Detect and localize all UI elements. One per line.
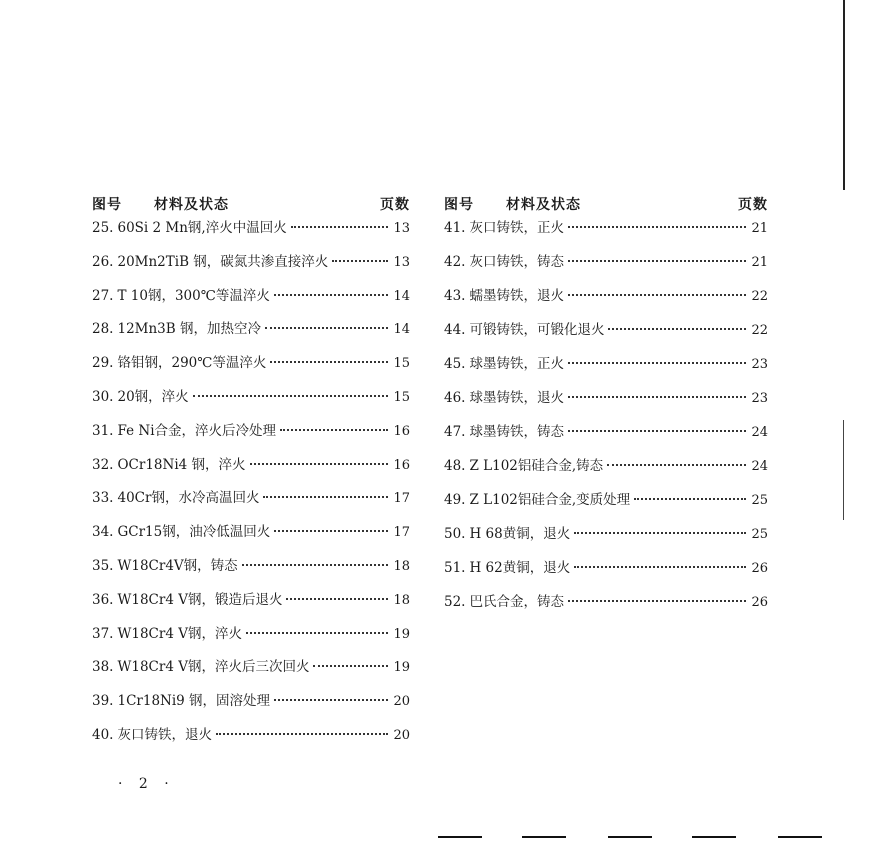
entry-page: 25 bbox=[751, 493, 768, 508]
entry-title: 20钢，淬火 bbox=[117, 388, 189, 405]
entry-title: W18Cr4V钢，铸态 bbox=[117, 557, 238, 574]
entry-number: 39. bbox=[92, 693, 114, 710]
entry-title: Fe Ni合金，淬火后冷处理 bbox=[117, 422, 277, 439]
entry-title: 1Cr18Ni9 钢，固溶处理 bbox=[117, 693, 271, 710]
leader-dots bbox=[291, 226, 388, 228]
toc-entry bbox=[92, 588, 410, 622]
entry-title: 巴氏合金，铸态 bbox=[469, 594, 564, 610]
toc-entry bbox=[444, 522, 768, 556]
entry-title: W18Cr4 V钢，锻造后退火 bbox=[117, 591, 283, 608]
toc-entry bbox=[92, 317, 410, 351]
entry-title: 60Si 2 Mn钢,淬火中温回火 bbox=[117, 220, 287, 236]
entry-page: 26 bbox=[751, 595, 768, 610]
toc-entry bbox=[92, 486, 410, 520]
footer-rule bbox=[778, 836, 822, 838]
entry-page: 21 bbox=[751, 221, 768, 236]
entry-number: 41. bbox=[444, 220, 466, 236]
toc-entry bbox=[444, 488, 768, 522]
entry-page: 16 bbox=[393, 423, 410, 439]
page-folio: · 2 · bbox=[118, 776, 175, 792]
entry-title: Z L102铝硅合金,变质处理 bbox=[469, 492, 631, 508]
entry-number: 50. bbox=[444, 526, 466, 542]
entry-page: 14 bbox=[393, 322, 410, 338]
entry-title: 灰口铸铁，铸态 bbox=[469, 254, 564, 270]
header-page-number: 页数 bbox=[738, 197, 768, 213]
toc-entry bbox=[92, 622, 410, 656]
footer-rule bbox=[438, 836, 482, 838]
entry-page: 23 bbox=[751, 357, 768, 372]
entry-page: 21 bbox=[751, 255, 768, 270]
entry-number: 35. bbox=[92, 557, 114, 574]
toc-header bbox=[444, 192, 768, 216]
entry-number: 45. bbox=[444, 356, 466, 372]
footer-rule bbox=[522, 836, 566, 838]
entry-number: 42. bbox=[444, 254, 466, 270]
entry-number: 26. bbox=[92, 253, 114, 270]
leader-dots bbox=[568, 430, 746, 432]
toc-entry bbox=[92, 250, 410, 284]
leader-dots bbox=[574, 532, 746, 534]
entry-page: 16 bbox=[393, 457, 410, 473]
leader-dots bbox=[286, 598, 388, 600]
entry-title: 40Cr钢，水冷高温回火 bbox=[117, 490, 260, 507]
leader-dots bbox=[574, 566, 746, 568]
entry-page: 18 bbox=[393, 558, 410, 574]
entry-number: 52. bbox=[444, 594, 466, 610]
footer-rule bbox=[608, 836, 652, 838]
entry-title: Z L102铝硅合金,铸态 bbox=[469, 458, 604, 474]
entry-title: 铬钼钢，290℃等温淬火 bbox=[117, 355, 267, 372]
entry-number: 43. bbox=[444, 288, 466, 304]
entry-page: 17 bbox=[393, 525, 410, 541]
entry-number: 36. bbox=[92, 591, 114, 608]
entry-title: 可锻铸铁，可锻化退火 bbox=[469, 322, 605, 338]
header-page-number: 页数 bbox=[380, 197, 410, 213]
entry-number: 28. bbox=[92, 321, 114, 338]
toc-entry bbox=[444, 318, 768, 352]
entry-page: 15 bbox=[393, 389, 410, 405]
toc-entry bbox=[92, 284, 410, 318]
toc-column-left bbox=[92, 192, 410, 757]
toc-entry bbox=[92, 554, 410, 588]
toc-entry-list bbox=[444, 216, 768, 624]
leader-dots bbox=[242, 564, 388, 566]
entry-number: 27. bbox=[92, 287, 114, 304]
entry-page: 13 bbox=[393, 221, 410, 236]
entry-title: W18Cr4 V钢，淬火后三次回火 bbox=[117, 659, 310, 676]
entry-page: 24 bbox=[751, 459, 768, 474]
leader-dots bbox=[568, 294, 746, 296]
toc-entry bbox=[92, 689, 410, 723]
toc-entry bbox=[92, 385, 410, 419]
footer-rule bbox=[692, 836, 736, 838]
entry-number: 31. bbox=[92, 422, 114, 439]
toc-entry bbox=[444, 216, 768, 250]
entry-number: 46. bbox=[444, 390, 466, 406]
leader-dots bbox=[568, 226, 746, 228]
entry-title: 球墨铸铁，正火 bbox=[469, 356, 564, 372]
entry-page: 24 bbox=[751, 425, 768, 440]
toc-entry bbox=[92, 419, 410, 453]
entry-page: 25 bbox=[751, 527, 768, 542]
entry-page: 14 bbox=[393, 288, 410, 304]
entry-number: 51. bbox=[444, 560, 466, 576]
entry-title: T 10钢，300℃等温淬火 bbox=[117, 287, 270, 304]
entry-page: 19 bbox=[393, 626, 410, 642]
entry-number: 48. bbox=[444, 458, 466, 474]
toc-entry bbox=[92, 520, 410, 554]
entry-title: 20Mn2TiB 钢，碳氮共渗直接淬火 bbox=[117, 253, 329, 270]
leader-dots bbox=[634, 498, 746, 500]
entry-title: 灰口铸铁，正火 bbox=[469, 220, 564, 236]
entry-page: 18 bbox=[393, 592, 410, 608]
leader-dots bbox=[246, 632, 388, 634]
entry-page: 20 bbox=[393, 694, 410, 710]
header-figure-number: 图号 bbox=[92, 197, 122, 213]
entry-number: 44. bbox=[444, 322, 466, 338]
leader-dots bbox=[270, 361, 388, 363]
leader-dots bbox=[274, 294, 388, 296]
toc-column-right bbox=[444, 192, 768, 624]
entry-number: 40. bbox=[92, 726, 114, 743]
entry-number: 34. bbox=[92, 524, 114, 541]
leader-dots bbox=[313, 665, 388, 667]
leader-dots bbox=[568, 260, 746, 262]
leader-dots bbox=[332, 260, 388, 262]
toc-entry bbox=[92, 453, 410, 487]
entry-number: 37. bbox=[92, 625, 114, 642]
toc-entry bbox=[444, 454, 768, 488]
entry-number: 33. bbox=[92, 490, 114, 507]
entry-title: W18Cr4 V钢，淬火 bbox=[117, 625, 242, 642]
entry-page: 26 bbox=[751, 561, 768, 576]
entry-number: 49. bbox=[444, 492, 466, 508]
leader-dots bbox=[568, 396, 746, 398]
leader-dots bbox=[274, 530, 388, 532]
entry-page: 22 bbox=[751, 323, 768, 338]
header-material-state: 材料及状态 bbox=[506, 197, 581, 213]
scan-edge-line bbox=[843, 0, 845, 190]
entry-title: 12Mn3B 钢，加热空冷 bbox=[117, 321, 261, 338]
entry-title: GCr15钢，油冷低温回火 bbox=[117, 524, 271, 541]
toc-entry bbox=[444, 420, 768, 454]
entry-title: H 62黄铜，退火 bbox=[469, 560, 571, 576]
entry-title: H 68黄铜，退火 bbox=[469, 526, 571, 542]
entry-title: 灰口铸铁，退火 bbox=[117, 726, 212, 743]
entry-number: 25. bbox=[92, 220, 114, 236]
entry-page: 19 bbox=[393, 660, 410, 676]
leader-dots bbox=[274, 699, 388, 701]
leader-dots bbox=[193, 395, 388, 397]
toc-entry bbox=[444, 556, 768, 590]
toc-entry bbox=[444, 386, 768, 420]
leader-dots bbox=[607, 464, 746, 466]
toc-entry-list bbox=[92, 216, 410, 757]
toc-header bbox=[92, 192, 410, 216]
toc-entry bbox=[444, 284, 768, 318]
toc-entry bbox=[444, 590, 768, 624]
leader-dots bbox=[250, 463, 388, 465]
toc-entry bbox=[92, 655, 410, 689]
leader-dots bbox=[568, 600, 746, 602]
entry-number: 38. bbox=[92, 659, 114, 676]
entry-page: 23 bbox=[751, 391, 768, 406]
leader-dots bbox=[216, 733, 388, 735]
entry-number: 29. bbox=[92, 355, 114, 372]
entry-number: 32. bbox=[92, 456, 114, 473]
header-figure-number: 图号 bbox=[444, 197, 474, 213]
leader-dots bbox=[568, 362, 746, 364]
entry-page: 22 bbox=[751, 289, 768, 304]
entry-page: 20 bbox=[393, 727, 410, 743]
entry-page: 13 bbox=[393, 254, 410, 270]
leader-dots bbox=[263, 496, 388, 498]
toc-entry bbox=[92, 351, 410, 385]
entry-page: 15 bbox=[393, 356, 410, 372]
scan-edge-line bbox=[843, 420, 844, 520]
header-material-state: 材料及状态 bbox=[154, 197, 229, 213]
leader-dots bbox=[265, 327, 388, 329]
leader-dots bbox=[280, 429, 388, 431]
entry-number: 30. bbox=[92, 388, 114, 405]
toc-entry bbox=[92, 723, 410, 757]
entry-title: OCr18Ni4 钢，淬火 bbox=[117, 456, 246, 473]
toc-entry bbox=[444, 352, 768, 386]
entry-number: 47. bbox=[444, 424, 466, 440]
leader-dots bbox=[608, 328, 746, 330]
entry-page: 17 bbox=[393, 491, 410, 507]
entry-title: 蠕墨铸铁，退火 bbox=[469, 288, 564, 304]
toc-entry bbox=[444, 250, 768, 284]
toc-entry bbox=[92, 216, 410, 250]
entry-title: 球墨铸铁，铸态 bbox=[469, 424, 564, 440]
entry-title: 球墨铸铁，退火 bbox=[469, 390, 564, 406]
